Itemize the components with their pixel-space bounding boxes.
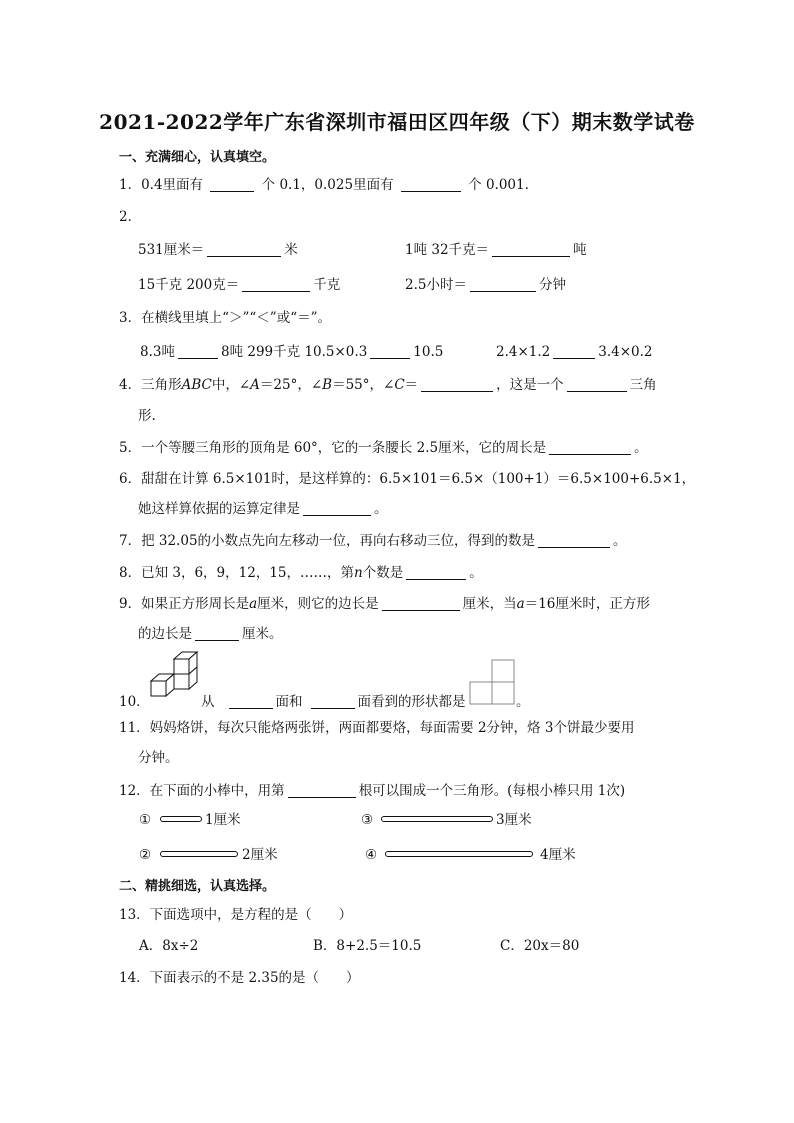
question-8: 8．已知 3，6，9，12，15，……，第n个数是 。 xyxy=(119,565,483,581)
stick-label: 1厘米 xyxy=(205,812,241,828)
question-9: 9．如果正方形周长是a厘米，则它的边长是 厘米，当a＝16厘米时，正方形 xyxy=(119,596,650,612)
question-4: 4．三角形ABC中，∠A＝25°，∠B＝55°，∠C＝ ，这是一个 三角 xyxy=(119,377,657,393)
question-5: 5．一个等腰三角形的顶角是 60°，它的一条腰长 2.5厘米，它的周长是 。 xyxy=(119,440,648,456)
stick-mark: ③ xyxy=(361,812,374,828)
view-shape-figure xyxy=(467,659,515,705)
question-4-cont: 形. xyxy=(138,408,156,424)
question-10: 从 面和 面看到的形状都是 xyxy=(201,694,466,710)
question-6-cont: 她这样算依据的运算定律是 。 xyxy=(138,501,388,517)
answer-blank[interactable] xyxy=(370,344,410,359)
question-2-item: 15千克 200克＝ 千克 xyxy=(138,277,341,293)
question-12: 12．在下面的小棒中，用第 根可以围成一个三角形。(每根小棒只用 1次) xyxy=(119,783,626,799)
answer-blank[interactable] xyxy=(195,626,239,641)
stick-3 xyxy=(381,816,493,822)
question-11: 11．妈妈烙饼，每次只能烙两张饼，两面都要烙，每面需要 2分钟，烙 3个饼最少要用 xyxy=(119,720,635,736)
section-heading-fill-in: 一、充满细心，认真填空。 xyxy=(119,150,276,165)
question-11-cont: 分钟。 xyxy=(138,750,179,766)
answer-blank[interactable] xyxy=(492,242,570,257)
stick-mark: ② xyxy=(139,847,152,863)
answer-blank[interactable] xyxy=(382,596,460,611)
question-10-end: 。 xyxy=(516,694,530,710)
stick-mark: ④ xyxy=(365,847,378,863)
question-3-compare: 8.3吨 8吨 299千克 10.5×0.3 10.5 xyxy=(140,344,444,360)
question-2-item: 531厘米＝ 米 xyxy=(138,242,298,258)
question-14: 14．下面表示的不是 2.35的是（ ） xyxy=(119,970,360,986)
answer-blank[interactable] xyxy=(229,694,273,709)
answer-blank[interactable] xyxy=(401,177,461,192)
question-6: 6．甜甜在计算 6.5×101时，是这样算的：6.5×101＝6.5×（100+1）＝6.5×100+6.5×1， xyxy=(119,471,696,487)
answer-blank[interactable] xyxy=(553,344,595,359)
answer-blank[interactable] xyxy=(178,344,218,359)
question-3-compare: 2.4×1.2 3.4×0.2 xyxy=(496,344,653,360)
question-2-item: 1吨 32千克＝ 吨 xyxy=(405,242,587,258)
answer-blank[interactable] xyxy=(210,177,254,192)
answer-blank[interactable] xyxy=(406,565,466,580)
question-1: 1．0.4里面有 个 0.1，0.025里面有 个 0.001. xyxy=(119,177,529,193)
question-2-number: 2． xyxy=(119,209,142,225)
option-c[interactable]: C．20x＝80 xyxy=(500,938,580,954)
question-3: 3．在横线里填上“＞”“＜”或“＝”。 xyxy=(119,310,331,326)
cube-stack-figure xyxy=(148,651,200,703)
stick-2 xyxy=(160,851,238,857)
stick-label: 4厘米 xyxy=(540,847,576,863)
question-7: 7．把 32.05的小数点先向左移动一位，再向右移动三位，得到的数是 。 xyxy=(119,533,627,549)
answer-blank[interactable] xyxy=(470,277,536,292)
stick-mark: ① xyxy=(139,812,152,828)
stick-4 xyxy=(385,851,533,857)
answer-blank[interactable] xyxy=(242,277,310,292)
page-title: 2021-2022学年广东省深圳市福田区四年级（下）期末数学试卷 xyxy=(99,110,695,134)
stick-label: 2厘米 xyxy=(242,847,278,863)
option-a[interactable]: A．8x÷2 xyxy=(139,938,199,954)
question-10-number: 10． xyxy=(119,694,150,710)
answer-blank[interactable] xyxy=(549,440,631,455)
stick-label: 3厘米 xyxy=(496,812,532,828)
option-b[interactable]: B．8+2.5＝10.5 xyxy=(313,938,422,954)
answer-blank[interactable] xyxy=(311,694,355,709)
answer-blank[interactable] xyxy=(567,377,627,392)
question-9-cont: 的边长是 厘米。 xyxy=(138,626,283,642)
answer-blank[interactable] xyxy=(421,377,493,392)
stick-1 xyxy=(160,816,202,822)
answer-blank[interactable] xyxy=(288,783,356,798)
question-13: 13．下面选项中，是方程的是（ ） xyxy=(119,907,353,923)
answer-blank[interactable] xyxy=(303,501,371,516)
answer-blank[interactable] xyxy=(538,533,610,548)
answer-blank[interactable] xyxy=(207,242,281,257)
question-2-item: 2.5小时＝ 分钟 xyxy=(405,277,566,293)
section-heading-choice: 二、精挑细选，认真选择。 xyxy=(119,879,276,894)
